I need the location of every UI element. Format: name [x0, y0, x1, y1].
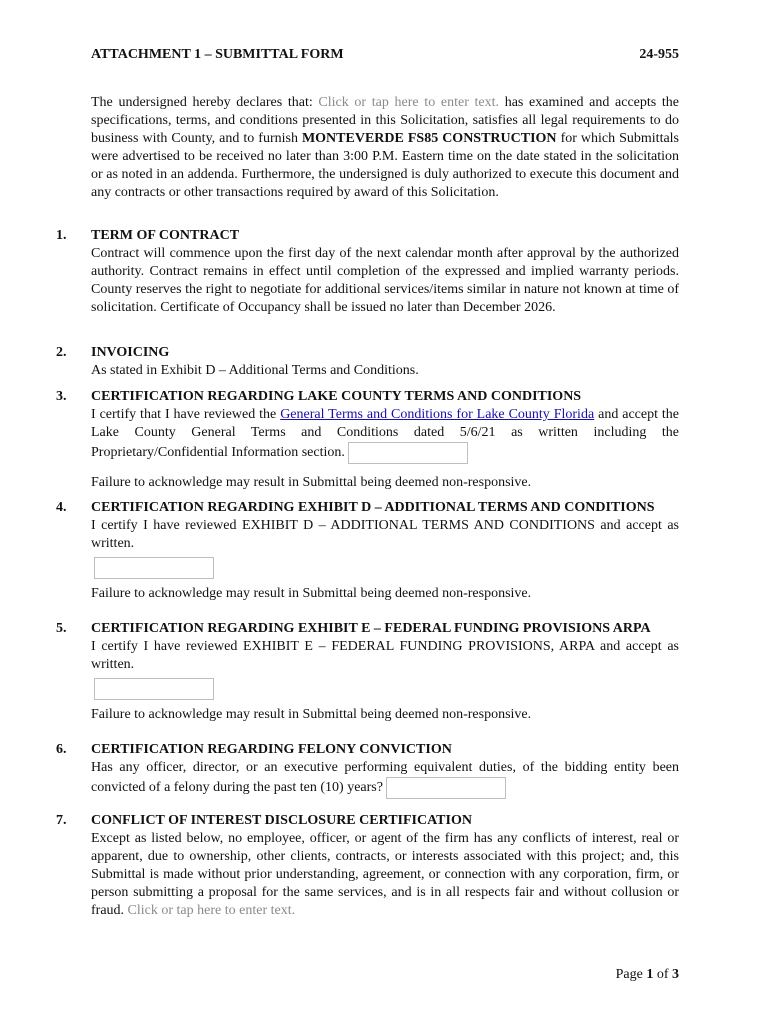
intro-lead: The undersigned hereby declares that:	[91, 95, 313, 110]
conflict-disclosure-field[interactable]: Click or tap here to enter text.	[127, 903, 296, 918]
section-title: CERTIFICATION REGARDING LAKE COUNTY TERMS AND CONDITIONS	[91, 389, 582, 404]
page-label: Page	[615, 967, 643, 982]
form-title: ATTACHMENT 1 – SUBMITTAL FORM	[91, 47, 344, 62]
section-text	[91, 759, 679, 799]
section-number: 7.	[56, 813, 67, 828]
acknowledge-field-exhibit-d[interactable]	[94, 557, 214, 579]
section-number: 5.	[56, 621, 67, 636]
section-title: CERTIFICATION REGARDING FELONY CONVICTION	[91, 742, 452, 757]
form-header	[91, 47, 679, 63]
section-number: 1.	[56, 228, 67, 243]
section-title: CONFLICT OF INTEREST DISCLOSURE CERTIFICATION	[91, 813, 472, 828]
section-text	[91, 406, 679, 464]
section-felony-conviction	[56, 741, 679, 799]
non-responsive-warning: Failure to acknowledge may result in Submittal being deemed non-responsive.	[91, 586, 532, 601]
section-exhibit-d	[56, 499, 679, 603]
section-invoicing	[56, 344, 679, 380]
conflict-statement: Except as listed below, no employee, officer, or agent of the firm has any conflicts of interest, real or apparent, due to ownership, other clients, contracts, or interests associated with this project; and, this Submittal is made without prior understanding, agreement, or connection with any corporation, firm, or person submitting a proposal for the same services, and is in all respects fair and without collusion or fraud.	[91, 831, 679, 918]
section-text: I certify I have reviewed EXHIBIT E – FEDERAL FUNDING PROVISIONS, ARPA and accept as written.	[91, 639, 679, 672]
section-number: 3.	[56, 389, 67, 404]
non-responsive-warning: Failure to acknowledge may result in Submittal being deemed non-responsive.	[91, 475, 532, 490]
non-responsive-warning: Failure to acknowledge may result in Submittal being deemed non-responsive.	[91, 707, 532, 722]
section-question: Has any officer, director, or an executive performing equivalent duties, of the bidding entity been convicted of a felony during the past ten (10) years?	[91, 760, 679, 796]
section-text: As stated in Exhibit D – Additional Terms and Conditions.	[91, 363, 419, 378]
section-text	[91, 830, 679, 920]
section-title: CERTIFICATION REGARDING EXHIBIT D – ADDITIONAL TERMS AND CONDITIONS	[91, 500, 655, 515]
section-number: 4.	[56, 500, 67, 515]
section-conflict-of-interest	[56, 812, 679, 920]
felony-answer-field[interactable]	[386, 777, 506, 799]
section-number: 2.	[56, 345, 67, 360]
section-title: CERTIFICATION REGARDING EXHIBIT E – FEDERAL FUNDING PROVISIONS ARPA	[91, 621, 651, 636]
project-name: MONTEVERDE FS85 CONSTRUCTION	[301, 131, 557, 146]
general-terms-link[interactable]: General Terms and Conditions for Lake County Florida	[280, 407, 595, 422]
solicitation-number: 24-955	[639, 47, 679, 62]
bidder-name-field[interactable]: Click or tap here to enter text.	[318, 95, 500, 110]
section-text-post: and accept the Lake County General Terms and Conditions dated 5/6/21 as written including the Proprietary/Confidential Information section.	[91, 407, 680, 461]
section-number: 6.	[56, 742, 67, 757]
section-exhibit-e	[56, 620, 679, 724]
acknowledge-field-lake-county[interactable]	[348, 442, 468, 464]
intro-text-2: for which Submittals were advertised to be received no later than 3:00 P.M. Eastern time on the date stated in the solicitation or as noted in an addenda. Furthermore, the undersigned is duly authorized to execute this document and any contracts or other transactions required by award of this Solicitation.	[91, 131, 680, 200]
section-text-pre: I certify that I have reviewed the	[91, 407, 281, 422]
page-number: 1	[646, 967, 654, 982]
section-text: I certify I have reviewed EXHIBIT D – ADDITIONAL TERMS AND CONDITIONS and accept as written.	[91, 518, 679, 551]
page-footer	[616, 967, 679, 983]
section-term-of-contract	[56, 227, 679, 317]
page-total: 3	[672, 967, 679, 982]
section-text: Contract will commence upon the first day of the next calendar month after approval by the authorized authority. Contract remains in effect until completion of the expressed and implied warranty periods. County reserves the right to negotiate for additional services/items similar in nature not known at time of solicitation. Certificate of Occupancy shall be issued no later than December 2026.	[91, 246, 679, 315]
acknowledge-field-exhibit-e[interactable]	[94, 678, 214, 700]
intro-paragraph	[91, 94, 679, 202]
of-label: of	[656, 967, 669, 982]
intro-text-1: has examined and accepts the specifications, terms, and conditions presented in this Solicitation, satisfies all legal requirements to do business with County, and to furnish	[91, 95, 680, 146]
section-title: TERM OF CONTRACT	[91, 228, 240, 243]
section-lake-county-terms	[56, 388, 679, 492]
section-title: INVOICING	[91, 345, 170, 360]
